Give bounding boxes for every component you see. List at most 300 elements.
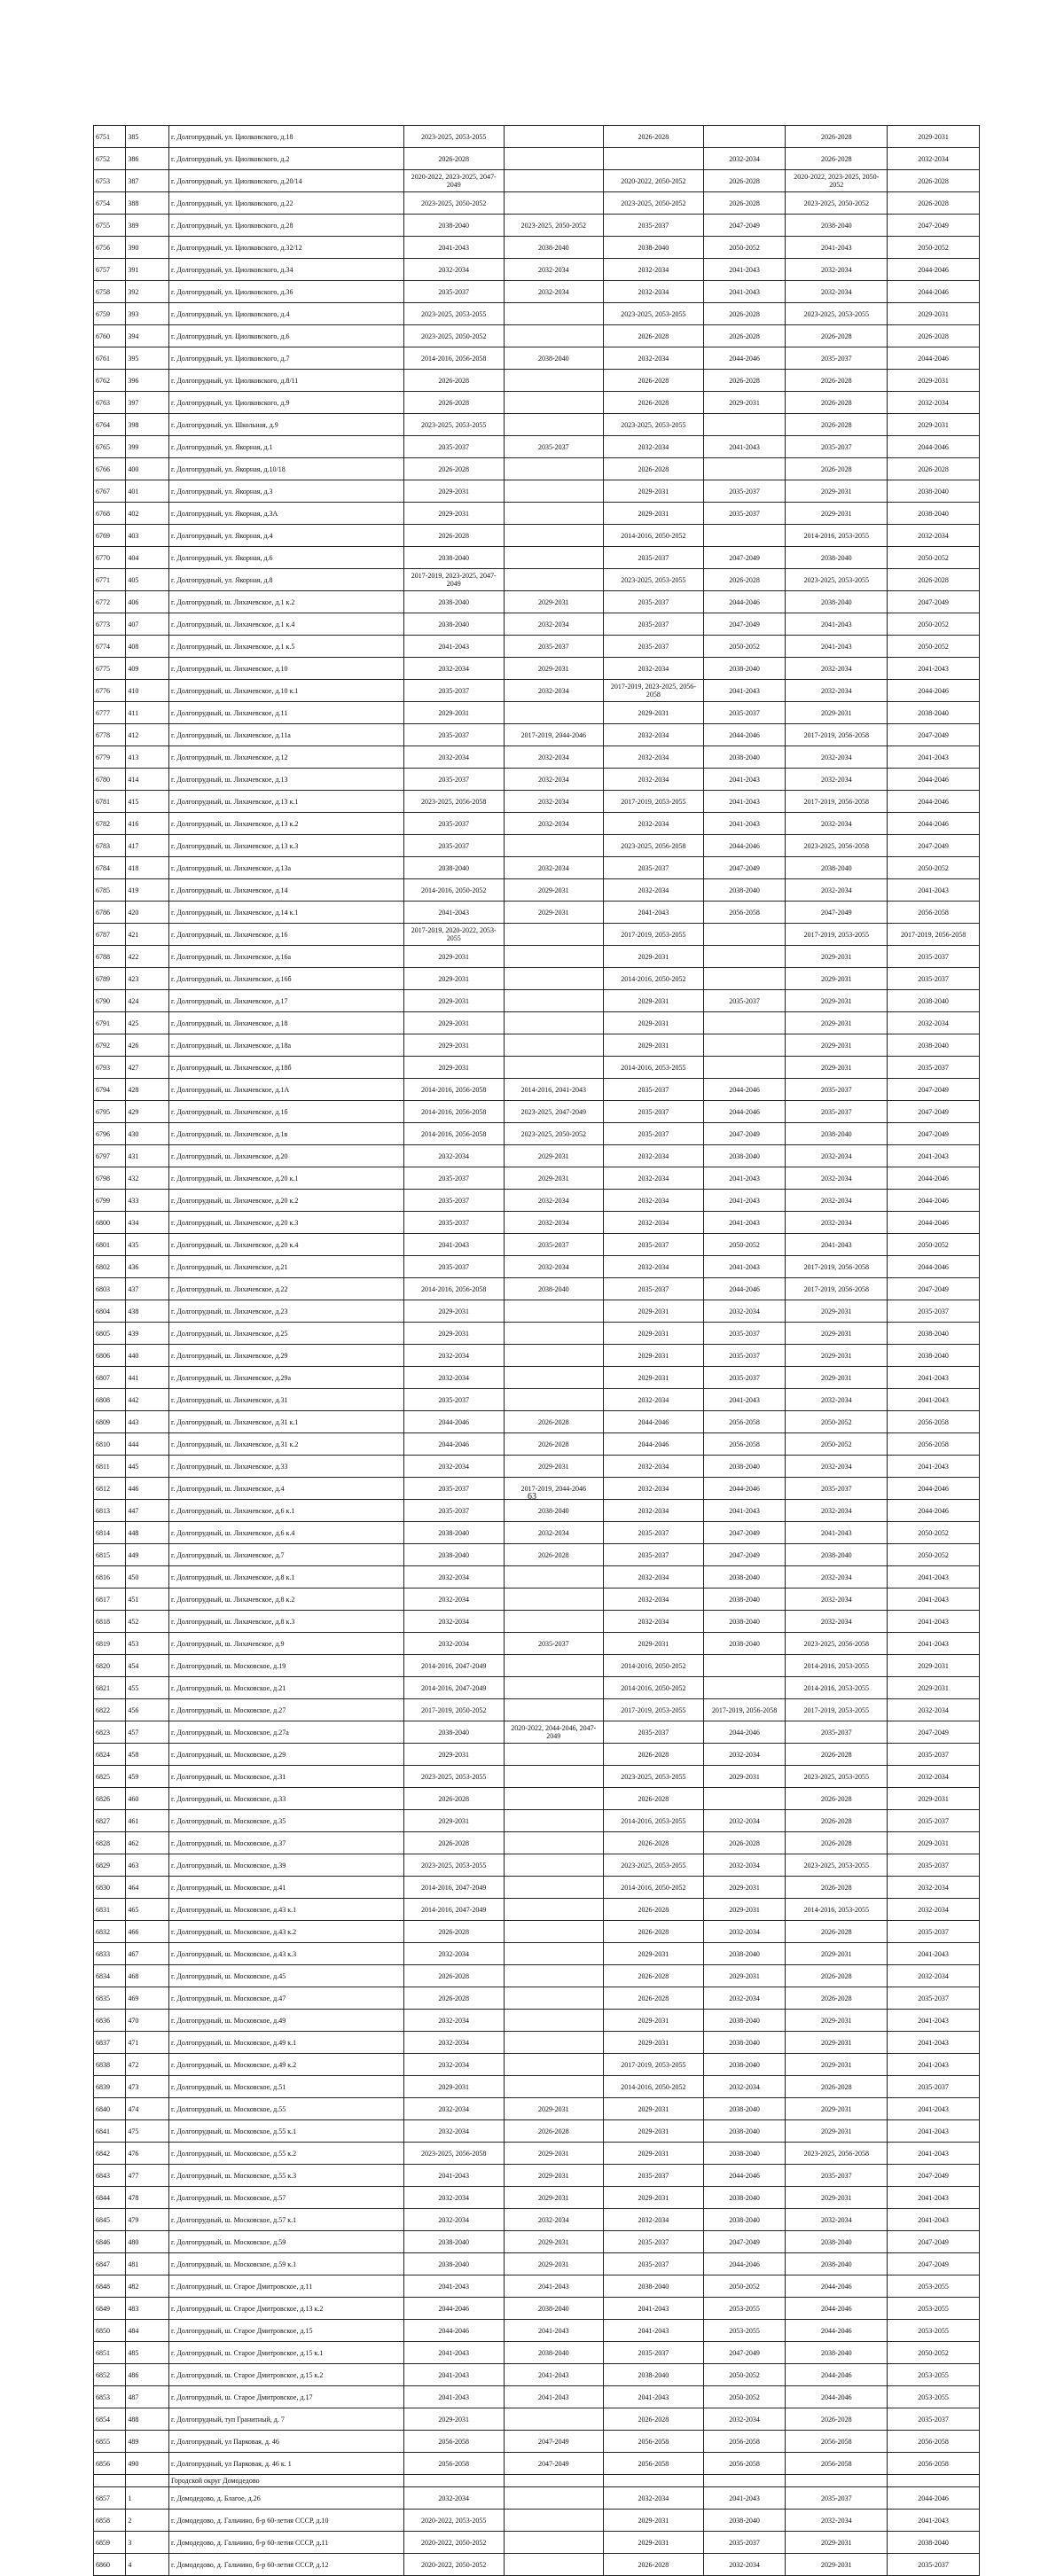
table-row bbox=[94, 2554, 980, 2576]
cell-row-number: 6751 bbox=[94, 126, 126, 148]
table-row bbox=[94, 680, 980, 702]
cell-period-6: 2050-2052 bbox=[888, 1234, 980, 1256]
cell-period-2: 2038-2040 bbox=[504, 1500, 604, 1522]
cell-period-5: 2032-2034 bbox=[786, 1456, 888, 1478]
cell-row-number: 6857 bbox=[94, 2487, 126, 2510]
cell-period-6: 2047-2049 bbox=[888, 2165, 980, 2187]
cell-period-2 bbox=[504, 1323, 604, 1345]
cell-period-1: 2026-2028 bbox=[403, 1987, 504, 2010]
cell-period-6: 2026-2028 bbox=[888, 192, 980, 215]
table-row bbox=[94, 325, 980, 347]
cell-period-5: 2023-2025, 2053-2055 bbox=[786, 1854, 888, 1877]
cell-period-5: 2032-2034 bbox=[786, 769, 888, 791]
cell-period-4: 2032-2034 bbox=[703, 1921, 786, 1943]
cell-period-5: 2029-2031 bbox=[786, 1057, 888, 1079]
cell-row-number: 6828 bbox=[94, 1832, 126, 1854]
cell-period-3: 2026-2028 bbox=[604, 392, 704, 414]
cell-period-4: 2026-2028 bbox=[703, 170, 786, 192]
cell-period-6: 2041-2043 bbox=[888, 1611, 980, 1633]
cell-period-4 bbox=[703, 1655, 786, 1677]
cell-period-1: 2020-2022, 2050-2052 bbox=[403, 2532, 504, 2554]
cell-period-1: 2035-2037 bbox=[403, 1190, 504, 1212]
cell-period-5: 2029-2031 bbox=[786, 2554, 888, 2576]
cell-period-2 bbox=[504, 1589, 604, 1611]
cell-period-5: 2029-2031 bbox=[786, 1367, 888, 1389]
cell-row-number: 6853 bbox=[94, 2386, 126, 2408]
cell-period-3: 2026-2028 bbox=[604, 2408, 704, 2431]
cell-period-3: 2014-2016, 2050-2052 bbox=[604, 525, 704, 547]
cell-row-number: 6791 bbox=[94, 1012, 126, 1034]
table-row bbox=[94, 1057, 980, 1079]
cell-period-6: 2029-2031 bbox=[888, 414, 980, 436]
table-row bbox=[94, 2165, 980, 2187]
cell-period-5: 2029-2031 bbox=[786, 1034, 888, 1057]
cell-period-1: 2017-2019, 2020-2022, 2053-2055 bbox=[403, 924, 504, 946]
cell-period-2 bbox=[504, 1744, 604, 1766]
cell-period-1: 2032-2034 bbox=[403, 658, 504, 680]
cell-period-2 bbox=[504, 2076, 604, 2098]
cell-row-number: 6763 bbox=[94, 392, 126, 414]
cell-period-2: 2029-2031 bbox=[504, 1456, 604, 1478]
cell-period-6: 2041-2043 bbox=[888, 2209, 980, 2231]
cell-period-5: 2032-2034 bbox=[786, 1190, 888, 1212]
cell-local-number: 410 bbox=[126, 680, 169, 702]
table-row bbox=[94, 2076, 980, 2098]
cell-local-number: 407 bbox=[126, 613, 169, 636]
cell-period-2 bbox=[504, 1854, 604, 1877]
cell-period-3: 2032-2034 bbox=[604, 2487, 704, 2510]
cell-address: г. Долгопрудный, ш. Лихачевское, д.29 bbox=[168, 1345, 403, 1367]
table-row bbox=[94, 835, 980, 857]
cell-address: г. Долгопрудный, ш. Лихачевское, д.4 bbox=[168, 1478, 403, 1500]
cell-row-number bbox=[94, 2475, 126, 2487]
table-row bbox=[94, 2364, 980, 2386]
cell-period-5: 2026-2028 bbox=[786, 370, 888, 392]
cell-period-6: 2032-2034 bbox=[888, 1699, 980, 1721]
cell-local-number: 426 bbox=[126, 1034, 169, 1057]
cell-period-6: 2029-2031 bbox=[888, 370, 980, 392]
cell-address: г. Долгопрудный, ш. Лихачевское, д.6 к.4 bbox=[168, 1522, 403, 1544]
cell-period-2 bbox=[504, 1389, 604, 1411]
cell-address: г. Долгопрудный, ш. Лихачевское, д.25 bbox=[168, 1323, 403, 1345]
cell-local-number: 482 bbox=[126, 2275, 169, 2298]
cell-period-3: 2038-2040 bbox=[604, 2275, 704, 2298]
cell-period-3: 2035-2037 bbox=[604, 2165, 704, 2187]
cell-period-3: 2026-2028 bbox=[604, 2554, 704, 2576]
table-row bbox=[94, 480, 980, 503]
cell-row-number: 6790 bbox=[94, 990, 126, 1012]
cell-row-number: 6814 bbox=[94, 1522, 126, 1544]
cell-period-6: 2038-2040 bbox=[888, 702, 980, 724]
cell-address: г. Долгопрудный, ш. Московское, д.35 bbox=[168, 1810, 403, 1832]
cell-period-4: 2038-2040 bbox=[703, 2120, 786, 2143]
cell-period-4: 2032-2034 bbox=[703, 1744, 786, 1766]
table-row bbox=[94, 2298, 980, 2320]
cell-local-number: 399 bbox=[126, 436, 169, 458]
cell-period-5: 2029-2031 bbox=[786, 503, 888, 525]
cell-row-number: 6784 bbox=[94, 857, 126, 879]
cell-row-number: 6835 bbox=[94, 1987, 126, 2010]
cell-period-6: 2035-2037 bbox=[888, 2076, 980, 2098]
cell-period-3: 2029-2031 bbox=[604, 1633, 704, 1655]
cell-period-1: 2020-2022, 2050-2052 bbox=[403, 2554, 504, 2576]
table-row bbox=[94, 2253, 980, 2275]
cell-local-number: 454 bbox=[126, 1655, 169, 1677]
cell-period-2: 2032-2034 bbox=[504, 613, 604, 636]
cell-period-4: 2047-2049 bbox=[703, 1123, 786, 1145]
cell-row-number: 6785 bbox=[94, 879, 126, 902]
cell-local-number: 385 bbox=[126, 126, 169, 148]
table-row bbox=[94, 547, 980, 569]
cell-period-6: 2050-2052 bbox=[888, 613, 980, 636]
cell-period-6: 2047-2049 bbox=[888, 591, 980, 613]
cell-period-2: 2023-2025, 2050-2052 bbox=[504, 1123, 604, 1145]
cell-period-5: 2014-2016, 2053-2055 bbox=[786, 1899, 888, 1921]
cell-address: г. Долгопрудный, ул. Циолковского, д.8/11 bbox=[168, 370, 403, 392]
cell-period-4 bbox=[703, 1012, 786, 1034]
cell-row-number: 6795 bbox=[94, 1101, 126, 1123]
table-row bbox=[94, 1234, 980, 1256]
table-row bbox=[94, 259, 980, 281]
cell-row-number: 6825 bbox=[94, 1766, 126, 1788]
cell-period-3: 2035-2037 bbox=[604, 1544, 704, 1566]
cell-period-3: 2032-2034 bbox=[604, 1145, 704, 1167]
cell-period-2 bbox=[504, 702, 604, 724]
cell-row-number: 6816 bbox=[94, 1566, 126, 1589]
table-row bbox=[94, 924, 980, 946]
cell-period-6: 2044-2046 bbox=[888, 813, 980, 835]
cell-period-3: 2017-2019, 2053-2055 bbox=[604, 2054, 704, 2076]
cell-period-1: 2032-2034 bbox=[403, 1943, 504, 1965]
cell-period-2 bbox=[504, 547, 604, 569]
cell-period-5: 2029-2031 bbox=[786, 2010, 888, 2032]
cell-period-3: 2035-2037 bbox=[604, 1101, 704, 1123]
cell-period-6: 2032-2034 bbox=[888, 1965, 980, 1987]
table-row bbox=[94, 1034, 980, 1057]
cell-period-1: 2026-2028 bbox=[403, 1832, 504, 1854]
cell-period-5: 2044-2046 bbox=[786, 2364, 888, 2386]
cell-period-3: 2014-2016, 2053-2055 bbox=[604, 1810, 704, 1832]
cell-address: г. Долгопрудный, ш. Московское, д.59 к.1 bbox=[168, 2253, 403, 2275]
cell-period-2: 2032-2034 bbox=[504, 746, 604, 769]
cell-period-5: 2038-2040 bbox=[786, 591, 888, 613]
cell-row-number: 6841 bbox=[94, 2120, 126, 2143]
cell-period-5: 2029-2031 bbox=[786, 2098, 888, 2120]
cell-period-3: 2029-2031 bbox=[604, 2010, 704, 2032]
cell-period-2: 2041-2043 bbox=[504, 2386, 604, 2408]
cell-row-number: 6846 bbox=[94, 2231, 126, 2253]
cell-period-5: 2017-2019, 2053-2055 bbox=[786, 924, 888, 946]
table-row bbox=[94, 392, 980, 414]
cell-period-6: 2047-2049 bbox=[888, 1278, 980, 1300]
cell-period-6: 2035-2037 bbox=[888, 1921, 980, 1943]
cell-address: г. Долгопрудный, ш. Московское, д.55 к.3 bbox=[168, 2165, 403, 2187]
cell-period-5: 2038-2040 bbox=[786, 215, 888, 237]
cell-period-5: 2032-2034 bbox=[786, 1589, 888, 1611]
cell-local-number: 440 bbox=[126, 1345, 169, 1367]
cell-period-1: 2026-2028 bbox=[403, 1788, 504, 1810]
cell-period-1: 2029-2031 bbox=[403, 1744, 504, 1766]
cell-period-1: 2029-2031 bbox=[403, 1810, 504, 1832]
cell-period-5: 2041-2043 bbox=[786, 1234, 888, 1256]
cell-row-number: 6830 bbox=[94, 1877, 126, 1899]
cell-period-5: 2035-2037 bbox=[786, 1079, 888, 1101]
cell-row-number: 6845 bbox=[94, 2209, 126, 2231]
cell-period-4: 2050-2052 bbox=[703, 2275, 786, 2298]
cell-local-number: 490 bbox=[126, 2453, 169, 2475]
cell-period-2: 2029-2031 bbox=[504, 1145, 604, 1167]
cell-local-number: 487 bbox=[126, 2386, 169, 2408]
cell-period-3: 2014-2016, 2050-2052 bbox=[604, 1677, 704, 1699]
cell-period-5: 2047-2049 bbox=[786, 902, 888, 924]
cell-period-6: 2029-2031 bbox=[888, 126, 980, 148]
cell-period-4 bbox=[703, 2475, 786, 2487]
cell-local-number: 419 bbox=[126, 879, 169, 902]
cell-period-1: 2026-2028 bbox=[403, 525, 504, 547]
cell-period-5: 2032-2034 bbox=[786, 746, 888, 769]
cell-address: г. Долгопрудный, ш. Лихачевское, д.1б bbox=[168, 1101, 403, 1123]
cell-local-number: 469 bbox=[126, 1987, 169, 2010]
cell-period-5: 2038-2040 bbox=[786, 2231, 888, 2253]
cell-period-1: 2038-2040 bbox=[403, 591, 504, 613]
cell-address: г. Долгопрудный, ш. Лихачевское, д.9 bbox=[168, 1633, 403, 1655]
cell-period-2: 2020-2022, 2044-2046, 2047-2049 bbox=[504, 1721, 604, 1744]
cell-address: г. Долгопрудный, ш. Московское, д.27 bbox=[168, 1699, 403, 1721]
cell-period-6: 2050-2052 bbox=[888, 857, 980, 879]
cell-period-5: 2035-2037 bbox=[786, 2165, 888, 2187]
cell-period-5: 2050-2052 bbox=[786, 1411, 888, 1433]
cell-period-6: 2035-2037 bbox=[888, 1057, 980, 1079]
cell-period-1: 2014-2016, 2047-2049 bbox=[403, 1877, 504, 1899]
cell-period-1: 2029-2031 bbox=[403, 2076, 504, 2098]
cell-address: г. Долгопрудный, ш. Лихачевское, д.8 к.2 bbox=[168, 1589, 403, 1611]
cell-local-number: 444 bbox=[126, 1433, 169, 1456]
cell-period-2 bbox=[504, 2054, 604, 2076]
cell-period-4 bbox=[703, 1057, 786, 1079]
cell-period-5: 2035-2037 bbox=[786, 1101, 888, 1123]
cell-local-number: 441 bbox=[126, 1367, 169, 1389]
table-row bbox=[94, 2275, 980, 2298]
cell-period-6: 2038-2040 bbox=[888, 1323, 980, 1345]
cell-local-number: 442 bbox=[126, 1389, 169, 1411]
cell-address: г. Долгопрудный, ш. Лихачевское, д.13 к.1 bbox=[168, 791, 403, 813]
cell-address: г. Долгопрудный, ул. Якорная, д.1 bbox=[168, 436, 403, 458]
cell-period-4: 2047-2049 bbox=[703, 215, 786, 237]
cell-period-1: 2032-2034 bbox=[403, 2054, 504, 2076]
cell-local-number: 458 bbox=[126, 1744, 169, 1766]
cell-period-6: 2047-2049 bbox=[888, 724, 980, 746]
cell-local-number: 435 bbox=[126, 1234, 169, 1256]
cell-period-3: 2023-2025, 2053-2055 bbox=[604, 1854, 704, 1877]
table-row bbox=[94, 658, 980, 680]
cell-local-number: 488 bbox=[126, 2408, 169, 2431]
cell-period-6: 2044-2046 bbox=[888, 281, 980, 303]
cell-period-6: 2041-2043 bbox=[888, 1456, 980, 1478]
cell-address: г. Долгопрудный, ш. Лихачевское, д.31 bbox=[168, 1389, 403, 1411]
cell-period-3: 2035-2037 bbox=[604, 2231, 704, 2253]
cell-address: г. Долгопрудный, ш. Лихачевское, д.11а bbox=[168, 724, 403, 746]
cell-period-4: 2017-2019, 2056-2058 bbox=[703, 1699, 786, 1721]
cell-period-3: 2029-2031 bbox=[604, 1012, 704, 1034]
cell-local-number: 404 bbox=[126, 547, 169, 569]
cell-row-number: 6786 bbox=[94, 902, 126, 924]
cell-period-5: 2038-2040 bbox=[786, 857, 888, 879]
cell-period-5: 2044-2046 bbox=[786, 2275, 888, 2298]
cell-address: г. Долгопрудный, ш. Лихачевское, д.6 к.1 bbox=[168, 1500, 403, 1522]
cell-period-6: 2029-2031 bbox=[888, 303, 980, 325]
cell-period-4 bbox=[703, 126, 786, 148]
cell-address: г. Долгопрудный, ш. Лихачевское, д.8 к.3 bbox=[168, 1611, 403, 1633]
cell-period-6: 2047-2049 bbox=[888, 1123, 980, 1145]
cell-period-3: 2026-2028 bbox=[604, 1744, 704, 1766]
cell-period-5: 2041-2043 bbox=[786, 1522, 888, 1544]
cell-row-number: 6813 bbox=[94, 1500, 126, 1522]
cell-row-number: 6837 bbox=[94, 2032, 126, 2054]
cell-period-5: 2017-2019, 2056-2058 bbox=[786, 1256, 888, 1278]
table-row bbox=[94, 702, 980, 724]
cell-period-5: 2032-2034 bbox=[786, 281, 888, 303]
cell-local-number: 485 bbox=[126, 2342, 169, 2364]
cell-period-1: 2035-2037 bbox=[403, 1478, 504, 1500]
cell-local-number: 423 bbox=[126, 968, 169, 990]
cell-period-5: 2026-2028 bbox=[786, 1987, 888, 2010]
cell-period-4: 2038-2040 bbox=[703, 2054, 786, 2076]
cell-address: г. Долгопрудный, ш. Лихачевское, д.18 bbox=[168, 1012, 403, 1034]
cell-local-number: 401 bbox=[126, 480, 169, 503]
cell-row-number: 6831 bbox=[94, 1899, 126, 1921]
cell-period-4 bbox=[703, 1788, 786, 1810]
cell-local-number: 416 bbox=[126, 813, 169, 835]
table-row bbox=[94, 724, 980, 746]
cell-period-4: 2041-2043 bbox=[703, 1190, 786, 1212]
cell-address: г. Долгопрудный, ш. Московское, д.55 к.2 bbox=[168, 2143, 403, 2165]
cell-period-2: 2032-2034 bbox=[504, 857, 604, 879]
cell-local-number: 396 bbox=[126, 370, 169, 392]
cell-address: г. Долгопрудный, ш. Старое Дмитровское, д.15 к.2 bbox=[168, 2364, 403, 2386]
cell-row-number: 6856 bbox=[94, 2453, 126, 2475]
cell-local-number: 484 bbox=[126, 2320, 169, 2342]
cell-period-5: 2023-2025, 2050-2052 bbox=[786, 192, 888, 215]
cell-period-3: 2035-2037 bbox=[604, 1278, 704, 1300]
cell-address: г. Долгопрудный, ш. Лихачевское, д.17 bbox=[168, 990, 403, 1012]
cell-period-5: 2044-2046 bbox=[786, 2386, 888, 2408]
cell-period-2 bbox=[504, 1566, 604, 1589]
cell-period-5: 2029-2031 bbox=[786, 1345, 888, 1367]
cell-period-5: 2029-2031 bbox=[786, 946, 888, 968]
cell-period-2 bbox=[504, 1034, 604, 1057]
table-row bbox=[94, 1367, 980, 1389]
cell-period-5: 2038-2040 bbox=[786, 1123, 888, 1145]
cell-period-4: 2041-2043 bbox=[703, 1500, 786, 1522]
cell-period-3: 2029-2031 bbox=[604, 1943, 704, 1965]
cell-period-6: 2047-2049 bbox=[888, 1101, 980, 1123]
cell-period-3: 2026-2028 bbox=[604, 1788, 704, 1810]
cell-period-4: 2041-2043 bbox=[703, 1167, 786, 1190]
cell-row-number: 6777 bbox=[94, 702, 126, 724]
cell-period-6: 2038-2040 bbox=[888, 2532, 980, 2554]
table-row bbox=[94, 636, 980, 658]
cell-address: г. Долгопрудный, ул. Якорная, д.4 bbox=[168, 525, 403, 547]
data-table bbox=[93, 125, 980, 2576]
cell-local-number: 415 bbox=[126, 791, 169, 813]
cell-period-4: 2044-2046 bbox=[703, 2253, 786, 2275]
cell-period-4: 2041-2043 bbox=[703, 281, 786, 303]
cell-period-1: 2041-2043 bbox=[403, 237, 504, 259]
cell-period-1: 2041-2043 bbox=[403, 2364, 504, 2386]
cell-period-3: 2032-2034 bbox=[604, 1212, 704, 1234]
cell-period-2 bbox=[504, 1921, 604, 1943]
table-row bbox=[94, 1943, 980, 1965]
cell-period-4: 2038-2040 bbox=[703, 2510, 786, 2532]
cell-local-number: 463 bbox=[126, 1854, 169, 1877]
cell-period-3: 2017-2019, 2053-2055 bbox=[604, 924, 704, 946]
cell-period-6: 2050-2052 bbox=[888, 636, 980, 658]
cell-period-3: 2032-2034 bbox=[604, 769, 704, 791]
cell-period-1: 2035-2037 bbox=[403, 1500, 504, 1522]
cell-period-5: 2026-2028 bbox=[786, 325, 888, 347]
cell-period-1: 2026-2028 bbox=[403, 392, 504, 414]
cell-period-6: 2038-2040 bbox=[888, 503, 980, 525]
cell-period-1: 2026-2028 bbox=[403, 458, 504, 480]
cell-row-number: 6834 bbox=[94, 1965, 126, 1987]
table-row bbox=[94, 1278, 980, 1300]
cell-period-2 bbox=[504, 1766, 604, 1788]
cell-period-2 bbox=[504, 2010, 604, 2032]
cell-period-2: 2029-2031 bbox=[504, 2098, 604, 2120]
cell-period-3: 2032-2034 bbox=[604, 746, 704, 769]
cell-row-number: 6847 bbox=[94, 2253, 126, 2275]
cell-local-number: 465 bbox=[126, 1899, 169, 1921]
cell-period-2 bbox=[504, 2032, 604, 2054]
cell-period-3: 2020-2022, 2050-2052 bbox=[604, 170, 704, 192]
cell-period-6: 2041-2043 bbox=[888, 1145, 980, 1167]
cell-period-5: 2017-2019, 2056-2058 bbox=[786, 791, 888, 813]
cell-period-6: 2041-2043 bbox=[888, 2010, 980, 2032]
cell-address: Городской округ Домодедово bbox=[168, 2475, 403, 2487]
cell-address: г. Долгопрудный, ул. Циолковского, д.22 bbox=[168, 192, 403, 215]
cell-period-2: 2038-2040 bbox=[504, 237, 604, 259]
cell-period-3: 2014-2016, 2053-2055 bbox=[604, 1057, 704, 1079]
cell-period-5: 2035-2037 bbox=[786, 436, 888, 458]
cell-period-5: 2029-2031 bbox=[786, 480, 888, 503]
cell-period-4: 2038-2040 bbox=[703, 2143, 786, 2165]
cell-period-4: 2047-2049 bbox=[703, 2231, 786, 2253]
cell-period-4: 2032-2034 bbox=[703, 1810, 786, 1832]
cell-local-number: 408 bbox=[126, 636, 169, 658]
cell-period-3: 2026-2028 bbox=[604, 126, 704, 148]
cell-local-number: 464 bbox=[126, 1877, 169, 1899]
cell-period-1: 2038-2040 bbox=[403, 613, 504, 636]
cell-address: г. Долгопрудный, ш. Старое Дмитровское, д.11 bbox=[168, 2275, 403, 2298]
cell-period-2: 2032-2034 bbox=[504, 1212, 604, 1234]
table-row bbox=[94, 1145, 980, 1167]
cell-period-4: 2038-2040 bbox=[703, 2010, 786, 2032]
cell-address: г. Долгопрудный, ул. Циолковского, д.34 bbox=[168, 259, 403, 281]
cell-period-3: 2035-2037 bbox=[604, 215, 704, 237]
cell-period-1: 2029-2031 bbox=[403, 702, 504, 724]
cell-address: г. Долгопрудный, ул. Циолковского, д.18 bbox=[168, 126, 403, 148]
cell-period-3: 2041-2043 bbox=[604, 902, 704, 924]
cell-period-3: 2035-2037 bbox=[604, 1721, 704, 1744]
cell-period-6: 2053-2055 bbox=[888, 2275, 980, 2298]
cell-period-3: 2035-2037 bbox=[604, 1522, 704, 1544]
cell-address: г. Долгопрудный, ш. Московское, д.19 bbox=[168, 1655, 403, 1677]
cell-period-3: 2017-2019, 2053-2055 bbox=[604, 1699, 704, 1721]
cell-period-1: 2023-2025, 2053-2055 bbox=[403, 1766, 504, 1788]
cell-period-4: 2038-2040 bbox=[703, 1566, 786, 1589]
cell-local-number: 455 bbox=[126, 1677, 169, 1699]
cell-row-number: 6774 bbox=[94, 636, 126, 658]
